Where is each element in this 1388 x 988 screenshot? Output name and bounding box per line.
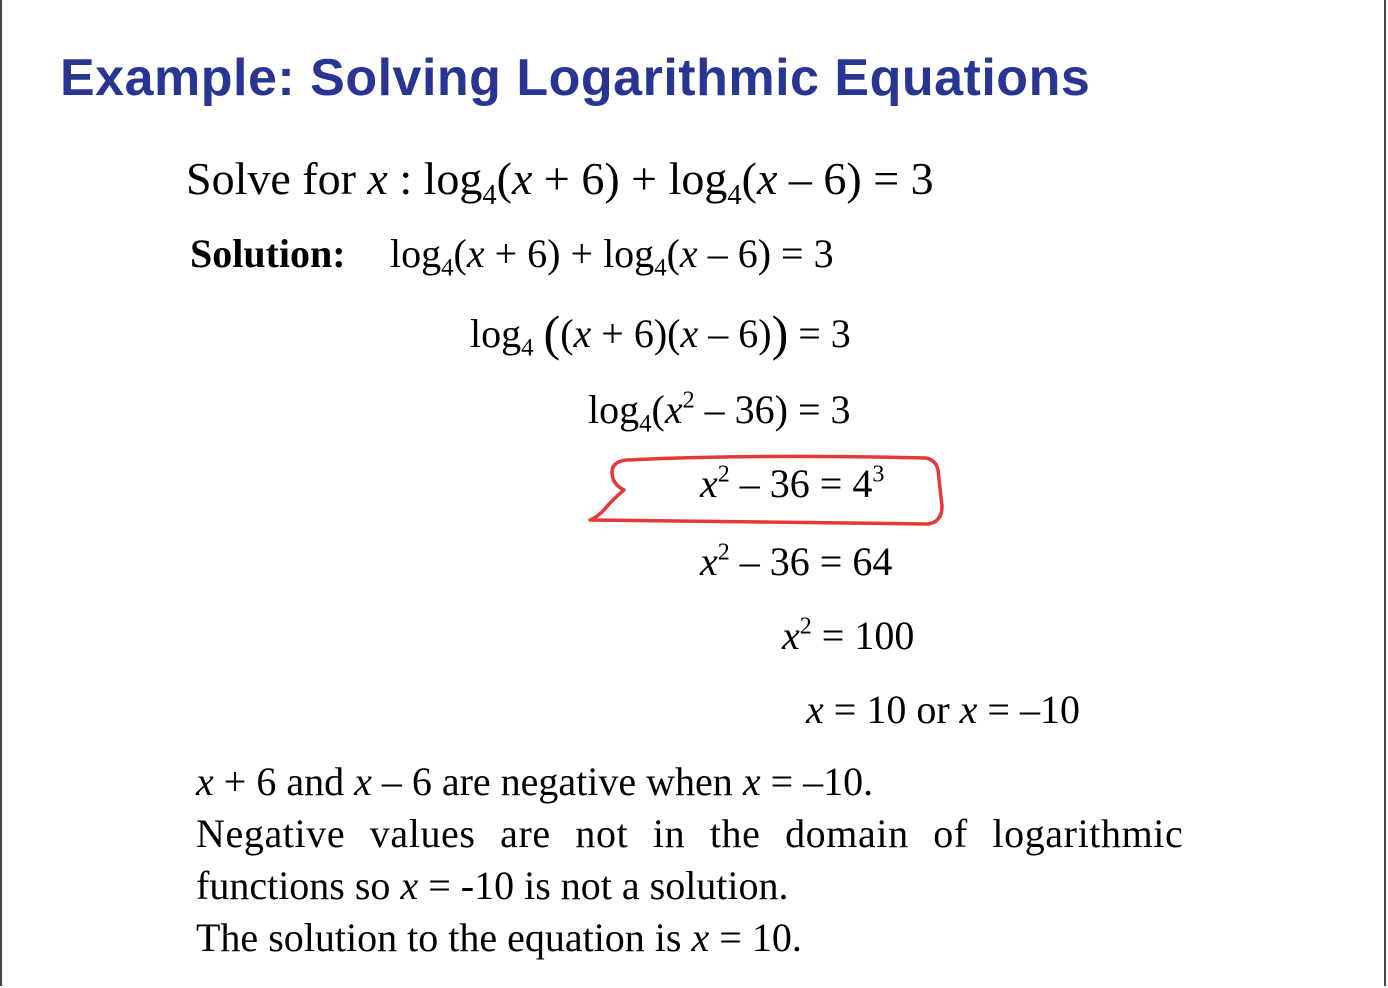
solution-step-3: $\log_4(x^2 - 36) = 3$: [588, 387, 851, 438]
problem-colon: :: [387, 153, 424, 204]
note-line-3: functions so x = -10 is not a solution.: [196, 863, 789, 908]
solution-step-2: $\log_4 ((x + 6)(x - 6)) = 3$: [470, 305, 851, 362]
note-line-4: The solution to the equation is x = 10.: [196, 915, 802, 960]
note-line-1: x + 6 and x – 6 are negative when x = –10.: [196, 759, 874, 804]
slide-title: Example: Solving Logarithmic Equations: [60, 49, 1091, 107]
solution-label: Solution:: [190, 231, 346, 276]
solution-step-4: $x^2 - 36 = 4^3$: [700, 461, 885, 506]
solution-step-5: $x^2 - 36 = 64$: [700, 539, 893, 584]
highlight-stroke: [590, 456, 942, 524]
solution-step-6: $x^2 = 100$: [782, 613, 915, 658]
solution-step-7: x = 10 or x = –10: [806, 687, 1080, 732]
note-line-2: Negative values are not in the domain of logarithmic: [196, 811, 1184, 856]
problem-prefix: Solve for: [186, 153, 368, 204]
solution-step-1: $\log_4(x + 6) + \log_4(x - 6) = 3$: [390, 231, 834, 282]
problem-equation: $\log_4(x + 6) + \log_4(x - 6) = 3$: [423, 153, 934, 211]
problem-variable: x: [367, 153, 388, 204]
